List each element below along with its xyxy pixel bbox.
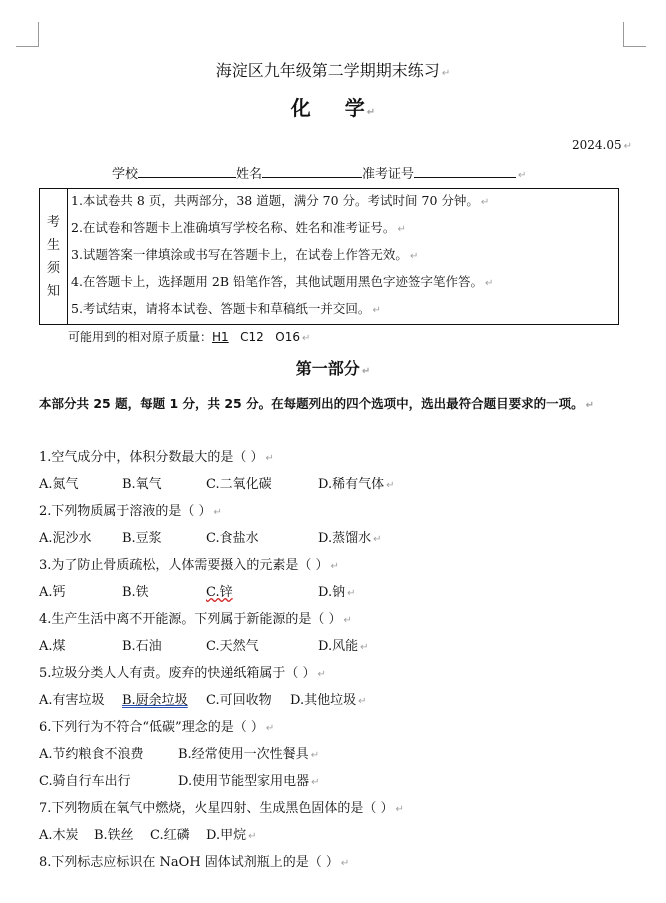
part-instructions: 本部分共 25 题，每题 1 分，共 25 分。在每题列出的四个选项中，选出最符合题目要求的一项。 ↵: [39, 396, 594, 411]
exam-notice-box: [39, 188, 619, 325]
question-stem: 7.下列物质在氧气中燃烧，火星四射、生成黑色固体的是（ ） ↵: [39, 801, 404, 816]
name-blank: [262, 163, 362, 178]
option: B.石油: [122, 639, 162, 654]
paragraph-mark-icon: ↵: [441, 68, 451, 79]
option: B.铁丝: [94, 828, 134, 843]
question-stem: 5.垃圾分类人人有责。废弃的快递纸箱属于（ ） ↵: [39, 666, 326, 681]
paragraph-mark-icon: ↵: [623, 141, 632, 152]
option: C.天然气: [206, 639, 259, 654]
question-stem: 3.为了防止骨质疏松，人体需要摄入的元素是（ ） ↵: [39, 558, 339, 573]
option: B.氧气: [122, 477, 162, 492]
part-one-title: 第一部分 ↵: [295, 359, 371, 378]
page-corner-mark-top-right: [623, 22, 646, 47]
option: D.风能 ↵: [318, 639, 369, 654]
school-label: 学校: [112, 167, 139, 182]
notice-item: 3.试题答案一律填涂或书写在答题卡上，在试卷上作答无效。 ↵: [71, 247, 419, 262]
paragraph-mark-icon: ↵: [366, 107, 376, 118]
paragraph-mark-icon: ↵: [361, 366, 371, 377]
exam-title: 海淀区九年级第二学期期末练习 ↵: [215, 61, 451, 80]
option: B.经常使用一次性餐具 ↵: [178, 747, 320, 762]
exam-date: 2024.05 ↵: [571, 138, 632, 152]
question-stem: 2.下列物质属于溶液的是（ ） ↵: [39, 504, 222, 519]
option: D.钠 ↵: [318, 585, 356, 600]
notice-item: 4.在答题卡上，选择题用 2B 铅笔作答，其他试题用黑色字迹签字笔作答。 ↵: [71, 274, 494, 289]
school-blank: [138, 163, 236, 178]
option: A.有害垃圾: [39, 693, 105, 708]
notice-item: 2.在试卷和答题卡上准确填写学校名称、姓名和准考证号。 ↵: [71, 220, 406, 235]
question-stem: 4.生产生活中离不开能源。下列属于新能源的是（ ） ↵: [39, 612, 352, 627]
paragraph-mark-icon: ↵: [518, 170, 527, 181]
atomic-masses: 可能用到的相对原子质量：H1 C12 O16 ↵: [68, 330, 311, 344]
option: C.二氧化碳: [206, 477, 272, 492]
notice-heading: 考 生 须 知: [40, 189, 68, 324]
exam-subject: 化 学 ↵: [290, 96, 376, 120]
option: C.骑自行车出行: [39, 774, 131, 789]
option: A.煤: [39, 639, 66, 654]
page-corner-mark-top-left: [16, 22, 39, 47]
option: B.豆浆: [122, 531, 162, 546]
option: B.铁: [122, 585, 149, 600]
option: A.钙: [39, 585, 66, 600]
option: D.蒸馏水 ↵: [318, 531, 382, 546]
option: C.锌: [206, 585, 233, 600]
question-stem: 1.空气成分中，体积分数最大的是（ ） ↵: [39, 450, 274, 465]
student-info-fields: [112, 163, 526, 182]
option: A.木炭: [39, 828, 79, 843]
name-label: 姓名: [236, 167, 263, 182]
option: A.氮气: [39, 477, 79, 492]
question-stem: 8.下列标志应标识在 NaOH 固体试剂瓶上的是（ ） ↵: [39, 855, 350, 870]
option: C.红磷: [150, 828, 190, 843]
option: A.节约粮食不浪费: [39, 747, 144, 762]
question-stem: 6.下列行为不符合“低碳”理念的是（ ） ↵: [39, 720, 275, 735]
option: C.可回收物: [206, 693, 272, 708]
option: D.甲烷 ↵: [206, 828, 257, 843]
option: D.其他垃圾 ↵: [290, 693, 367, 708]
option: D.使用节能型家用电器 ↵: [178, 774, 320, 789]
notice-item: 1.本试卷共 8 页，共两部分，38 道题，满分 70 分。考试时间 70 分钟。 ↵: [71, 193, 490, 208]
notice-items: [68, 189, 618, 324]
notice-item: 5.考试结束，请将本试卷、答题卡和草稿纸一并交回。 ↵: [71, 301, 381, 316]
option: B.厨余垃圾: [122, 693, 188, 708]
id-label: 准考证号: [362, 167, 415, 182]
option: D.稀有气体 ↵: [318, 477, 395, 492]
option: A.泥沙水: [39, 531, 92, 546]
id-blank: [414, 163, 516, 178]
option: C.食盐水: [206, 531, 259, 546]
